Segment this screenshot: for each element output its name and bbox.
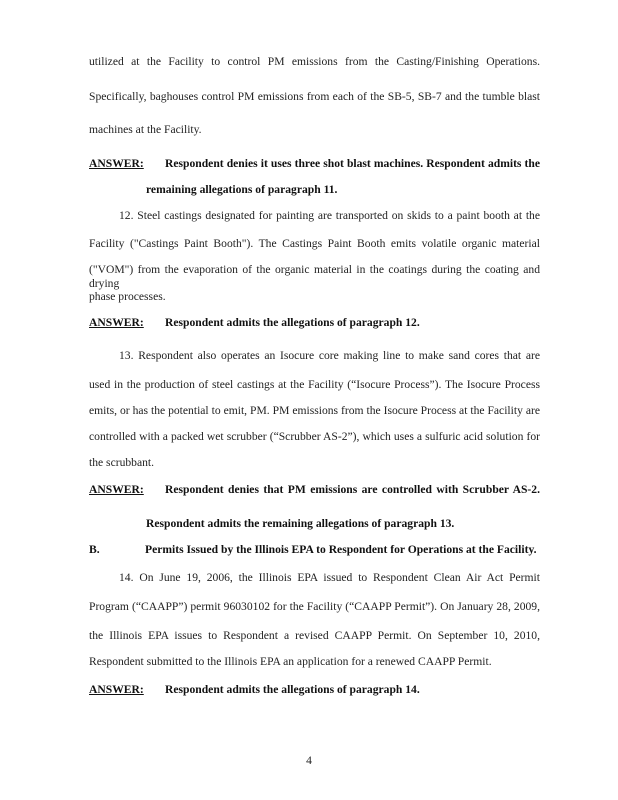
- paragraph-14: 14. On June 19, 2006, the Illinois EPA issued to Respondent Clean Air Act Permit: [119, 571, 540, 584]
- section-heading-b: [89, 543, 537, 557]
- answer-label: ANSWER:: [89, 316, 144, 329]
- text-line: Facility ("Castings Paint Booth"). The Castings Paint Booth emits volatile organic material: [89, 237, 540, 250]
- text-line: the Illinois EPA issues to Respondent a revised CAAPP Permit. On September 10, 2010,: [89, 629, 540, 642]
- paragraph-12: 12. Steel castings designated for painting are transported on skids to a paint booth at the: [119, 209, 540, 222]
- section-label: B.: [89, 543, 100, 556]
- text-line: controlled with a packed wet scrubber (“Scrubber AS-2”), which uses a sulfuric acid solution for: [89, 430, 540, 443]
- text-line: the scrubbant.: [89, 456, 155, 469]
- answer-text: Respondent admits the allegations of paragraph 14.: [165, 683, 420, 696]
- section-title: Permits Issued by the Illinois EPA to Respondent for Operations at the Facility.: [145, 543, 537, 556]
- answer-label: ANSWER:: [89, 683, 144, 696]
- text-line: Program (“CAAPP”) permit 96030102 for the Facility (“CAAPP Permit”). On January 28, 2009,: [89, 600, 540, 613]
- text-line: Respondent submitted to the Illinois EPA an application for a renewed CAAPP Permit.: [89, 655, 492, 668]
- text-line: phase processes.: [89, 290, 166, 303]
- answer-label: ANSWER:: [89, 483, 144, 496]
- text-line: emits, or has the potential to emit, PM. PM emissions from the Isocure Process at the Facility are: [89, 404, 540, 417]
- answer-13: [89, 483, 540, 497]
- text-line: machines at the Facility.: [89, 123, 202, 136]
- text-line: ("VOM") from the evaporation of the organic material in the coatings during the coating and drying: [89, 263, 540, 290]
- page-number: 4: [306, 754, 312, 767]
- answer-14: [89, 683, 540, 697]
- answer-label: ANSWER:: [89, 157, 144, 170]
- text-line: utilized at the Facility to control PM emissions from the Casting/Finishing Operations.: [89, 55, 540, 68]
- text-line: Specifically, baghouses control PM emissions from each of the SB-5, SB-7 and the tumble blast: [89, 90, 540, 103]
- answer-12: [89, 316, 540, 330]
- text-line: used in the production of steel castings at the Facility (“Isocure Process”). The Isocure Process: [89, 378, 540, 391]
- answer-text: Respondent admits the allegations of paragraph 12.: [165, 316, 420, 329]
- answer-text: Respondent denies that PM emissions are controlled with Scrubber AS-2.: [165, 483, 540, 496]
- answer-text: Respondent admits the remaining allegations of paragraph 13.: [146, 517, 455, 530]
- answer-11: [89, 157, 540, 171]
- answer-text: Respondent denies it uses three shot blast machines. Respondent admits the: [165, 157, 540, 170]
- paragraph-13: 13. Respondent also operates an Isocure core making line to make sand cores that are: [119, 349, 540, 362]
- answer-text: remaining allegations of paragraph 11.: [146, 183, 338, 196]
